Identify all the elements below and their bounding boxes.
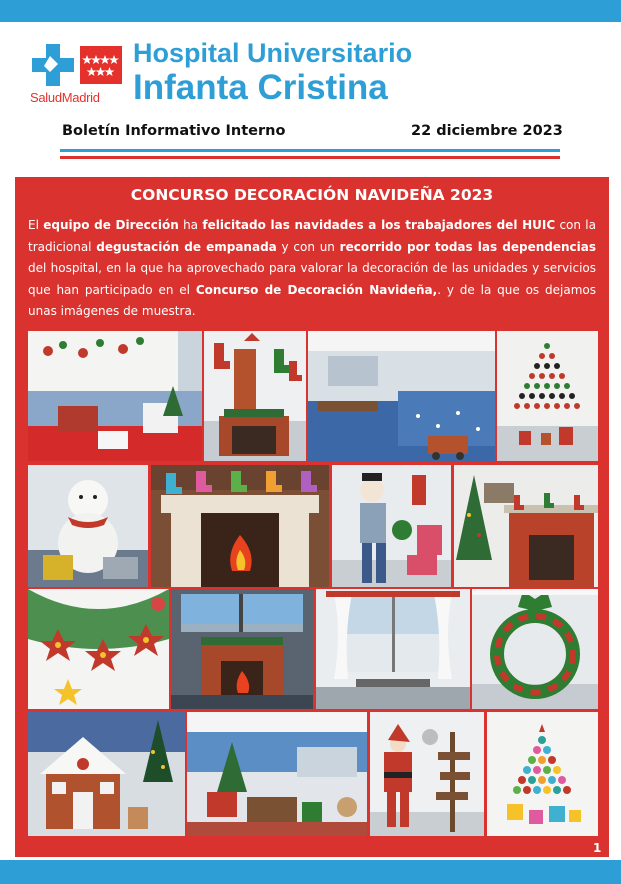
health-cross-icon [30, 42, 76, 88]
article-panel [15, 177, 609, 857]
article-bold-text: Concurso de Decoración Navideña, [195, 282, 438, 297]
article-title: CONCURSO DECORACIÓN NAVIDEÑA 2023 [130, 186, 494, 204]
wreath-corridor-photo [472, 589, 598, 709]
red-divider [60, 156, 560, 159]
santa-signpost-photo [370, 712, 484, 836]
article-body [28, 215, 596, 323]
hospital-name-line1: Hospital Universitario [133, 38, 413, 68]
page-number: 1 [593, 841, 602, 855]
window-fireplace-photo [171, 589, 313, 709]
madrid-stars-icon [80, 46, 122, 84]
article-bold-text: equipo de Dirección [43, 218, 179, 232]
ornament-tree-wall-photo [497, 331, 598, 461]
reception-desk-photo [308, 331, 495, 461]
newsletter-subtitle: Boletín Informativo Interno [62, 123, 286, 139]
salud-madrid-logo [28, 42, 124, 108]
article-bold-text: degustación de empanada [96, 239, 277, 254]
article-text: y con un [276, 239, 340, 254]
snowman-photo [28, 465, 148, 587]
scarecrow-figure-photo [332, 465, 451, 587]
article-text: . y de la que os dejamos unas imágenes de muestra. [28, 282, 596, 318]
gingerbread-house-photo [28, 712, 185, 836]
fireplace-stockings-photo [204, 331, 306, 461]
painted-fireplace-photo [151, 465, 329, 587]
article-text: del hospital, en la que ha aprovechado para valorar la decoración de las unidades y servicios que han participado en el [28, 261, 596, 297]
newsletter-date: 22 diciembre 2023 [411, 123, 563, 139]
blue-divider [60, 149, 560, 152]
article-text: con la tradicional [28, 218, 596, 254]
top-color-bar [0, 0, 621, 22]
hospital-name-line2: Infanta Cristina [133, 68, 388, 107]
poinsettia-garland-photo [28, 589, 169, 709]
window-curtains-photo [316, 589, 470, 709]
christmas-scene-photo [28, 331, 202, 461]
article-text: El [28, 218, 44, 232]
brick-fireplace-tree-photo [454, 465, 598, 587]
bottom-color-bar [0, 860, 621, 884]
article-bold-text: recorrido por todas las dependencias [339, 239, 597, 254]
logo-text: SaludMadrid [30, 90, 100, 105]
circle-tree-wall-photo [487, 712, 598, 836]
article-bold-text: felicitado las navidades a los trabajadores del HUIC [202, 218, 556, 232]
waiting-room-photo [187, 712, 367, 836]
article-text: ha [178, 218, 203, 232]
